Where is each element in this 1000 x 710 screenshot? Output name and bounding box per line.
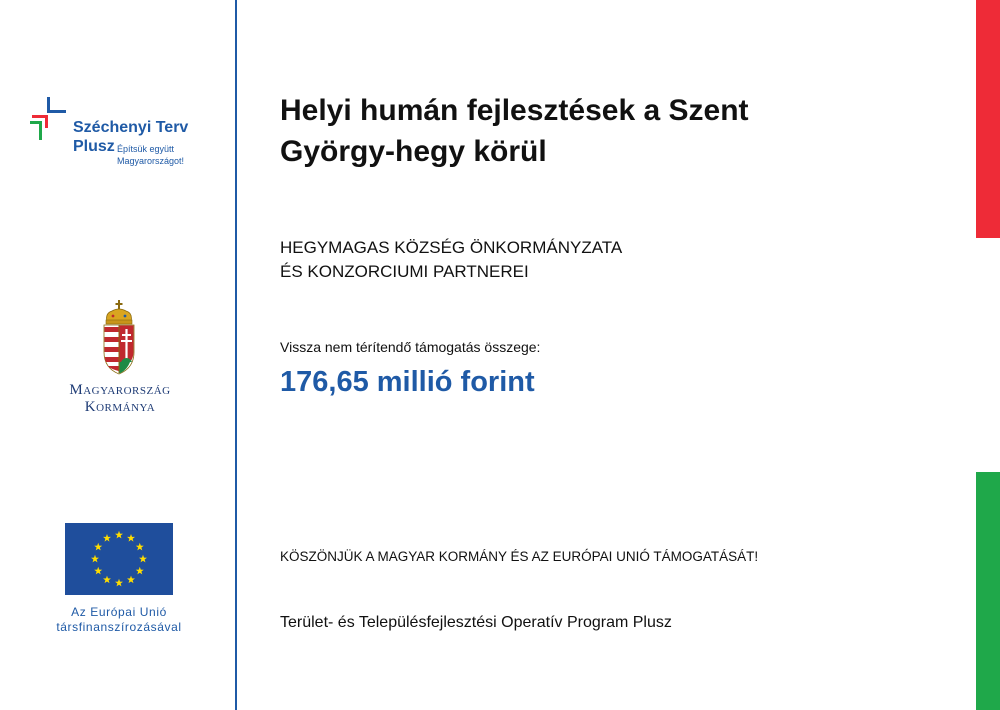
project-title-line1: Helyi humán fejlesztések a Szent [280,94,749,127]
szechenyi-terv-logo [30,97,230,177]
eu-caption-line1: Az Európai Unió [71,605,167,619]
szechenyi-title: Széchenyi Terv [73,119,189,136]
szechenyi-cross-icon [30,97,74,141]
eu-caption [45,605,193,635]
hungarian-coat-of-arms-icon [101,300,137,376]
flag-stripe-red [976,0,1000,238]
szechenyi-plusz: Plusz [73,138,115,155]
eu-flag-icon [65,523,173,595]
eu-cofinancing-logo [45,520,215,640]
szechenyi-slogan-line2: Magyarországot! [117,156,185,166]
beneficiary [280,236,940,284]
government-name-line2: Kormánya [84,399,156,415]
flag-stripe-green [976,472,1000,710]
hungarian-government-logo [50,300,190,420]
beneficiary-line2: ÉS KONZORCIUMI PARTNEREI [280,262,529,281]
project-title-line2: György-hegy körül [280,135,547,168]
vertical-divider [235,0,237,710]
szechenyi-slogan [117,143,184,167]
eu-caption-line2: társfinanszírozásával [56,620,182,634]
government-name [50,382,190,416]
government-name-line1: Magyarország [69,382,171,398]
project-title [280,90,940,172]
grant-label: Vissza nem térítendő támogatás összege: [280,339,541,355]
grant-amount: 176,65 millió forint [280,366,535,398]
szechenyi-slogan-line1: Építsük együtt [117,144,175,154]
program-name: Terület- és Településfejlesztési Operatív Program Plusz [280,614,672,631]
beneficiary-line1: HEGYMAGAS KÖZSÉG ÖNKORMÁNYZATA [280,238,623,257]
thanks-statement: KÖSZÖNJÜK A MAGYAR KORMÁNY ÉS AZ EURÓPAI UNIÓ TÁMOGATÁSÁT! [280,549,759,564]
